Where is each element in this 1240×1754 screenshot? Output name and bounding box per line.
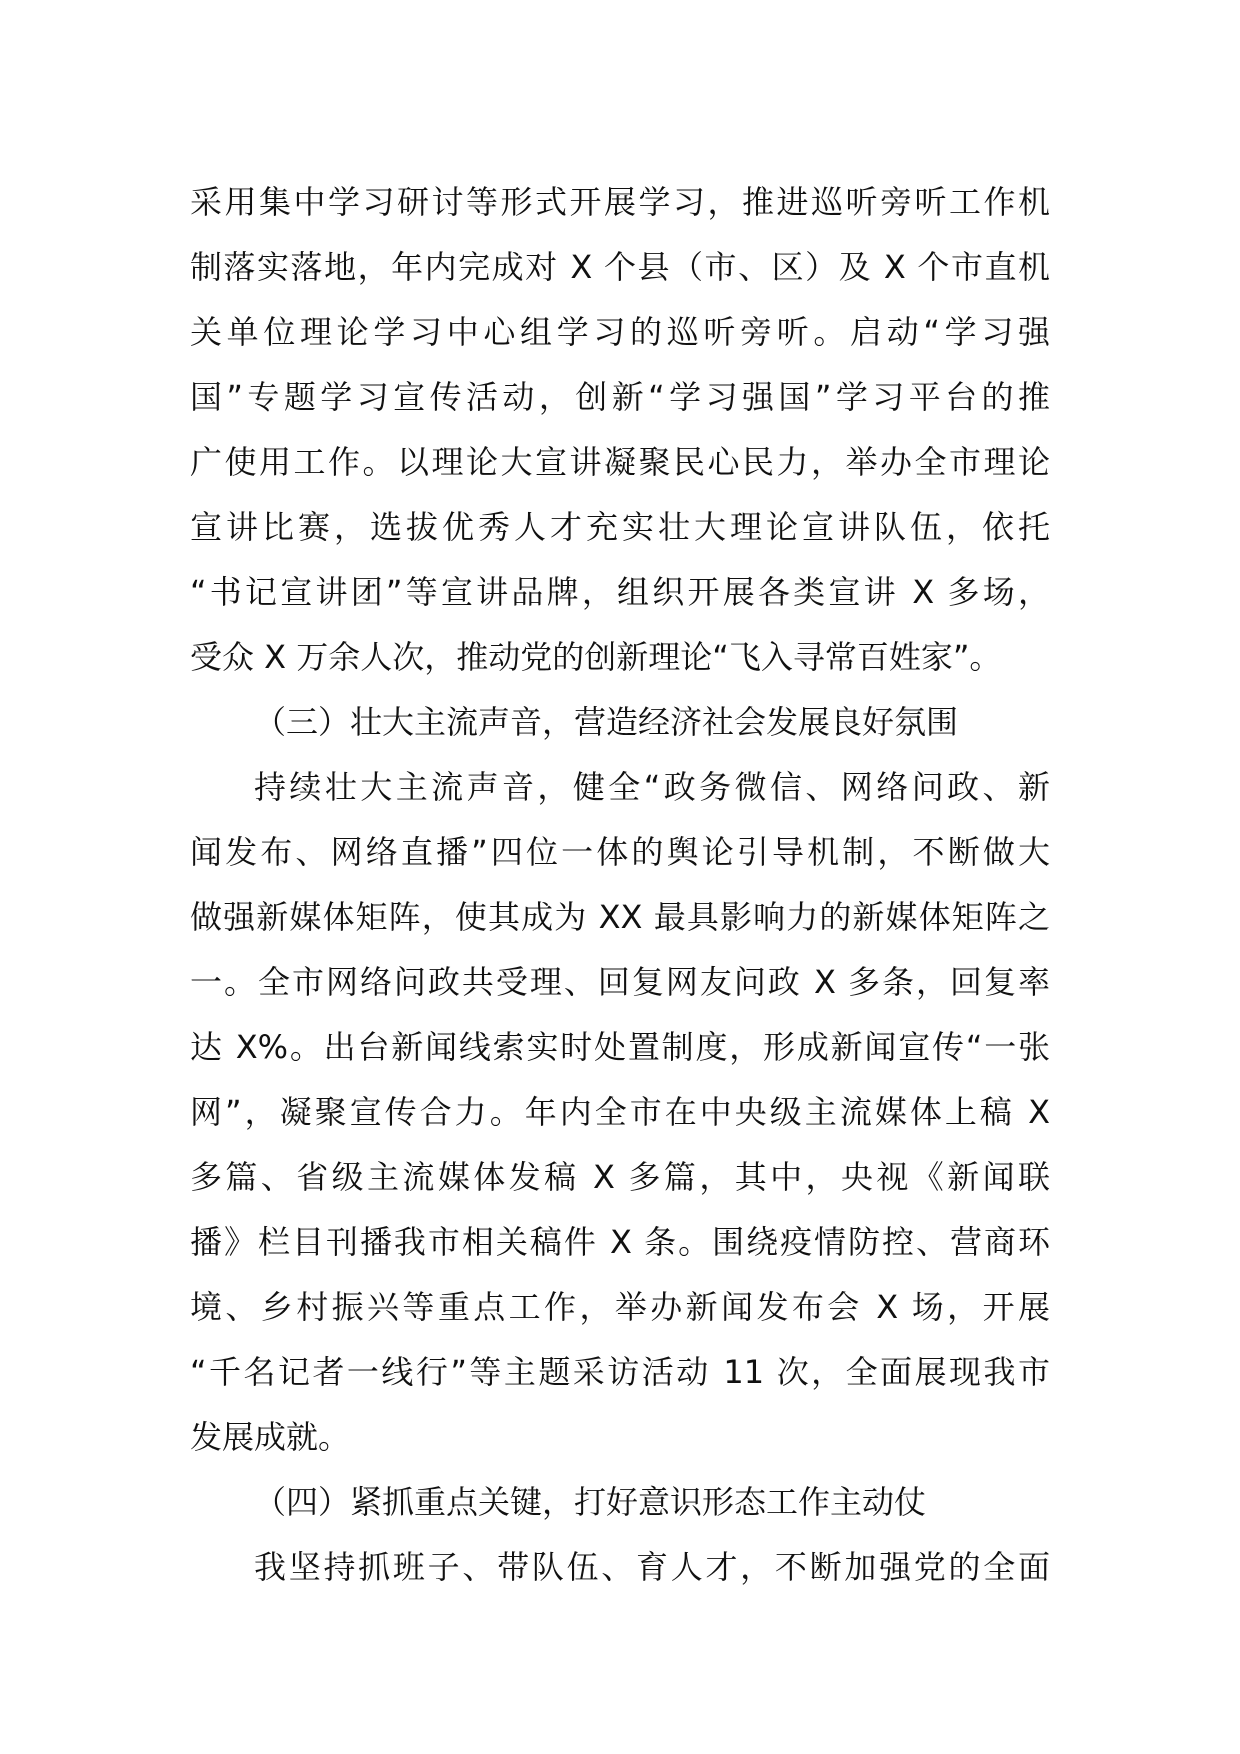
body-line: 国”专题学习宣传活动，创新“学习强国”学习平台的推 xyxy=(190,378,1050,416)
body-line: 播》栏目刊播我市相关稿件 X 条。围绕疫情防控、营商环 xyxy=(190,1223,1050,1261)
section-heading: （四）紧抓重点关键，打好意识形态工作主动仗 xyxy=(254,1483,927,1521)
body-line: 关单位理论学习中心组学习的巡听旁听。启动“学习强 xyxy=(190,313,1050,351)
body-line: 做强新媒体矩阵，使其成为 XX 最具影响力的新媒体矩阵之 xyxy=(190,898,1050,936)
body-line: 采用集中学习研讨等形式开展学习，推进巡听旁听工作机 xyxy=(190,183,1050,221)
body-line: 受众 X 万余人次，推动党的创新理论“飞入寻常百姓家”。 xyxy=(190,638,1002,676)
body-line: 网”，凝聚宣传合力。年内全市在中央级主流媒体上稿 X xyxy=(190,1093,1050,1131)
body-line: 持续壮大主流声音，健全“政务微信、网络问政、新 xyxy=(254,768,1050,806)
body-line: 制落实落地，年内完成对 X 个县（市、区）及 X 个市直机 xyxy=(190,248,1050,286)
body-line: 达 X%。出台新闻线索实时处置制度，形成新闻宣传“一张 xyxy=(190,1028,1050,1066)
document-body xyxy=(190,170,1050,1600)
body-line: 多篇、省级主流媒体发稿 X 多篇，其中，央视《新闻联 xyxy=(190,1158,1050,1196)
body-line: “千名记者一线行”等主题采访活动 11 次，全面展现我市 xyxy=(190,1353,1050,1391)
section-heading: （三）壮大主流声音，营造经济社会发展良好氛围 xyxy=(254,703,959,741)
body-line: 闻发布、网络直播”四位一体的舆论引导机制，不断做大 xyxy=(190,833,1050,871)
body-line: 发展成就。 xyxy=(190,1418,351,1456)
body-line: 宣讲比赛，选拔优秀人才充实壮大理论宣讲队伍，依托 xyxy=(190,508,1050,546)
body-line: 境、乡村振兴等重点工作，举办新闻发布会 X 场，开展 xyxy=(190,1288,1050,1326)
body-line: 我坚持抓班子、带队伍、育人才，不断加强党的全面 xyxy=(254,1548,1050,1586)
body-line: “书记宣讲团”等宣讲品牌，组织开展各类宣讲 X 多场， xyxy=(190,573,1050,611)
body-line: 一。全市网络问政共受理、回复网友问政 X 多条，回复率 xyxy=(190,963,1050,1001)
body-line: 广使用工作。以理论大宣讲凝聚民心民力，举办全市理论 xyxy=(190,443,1050,481)
